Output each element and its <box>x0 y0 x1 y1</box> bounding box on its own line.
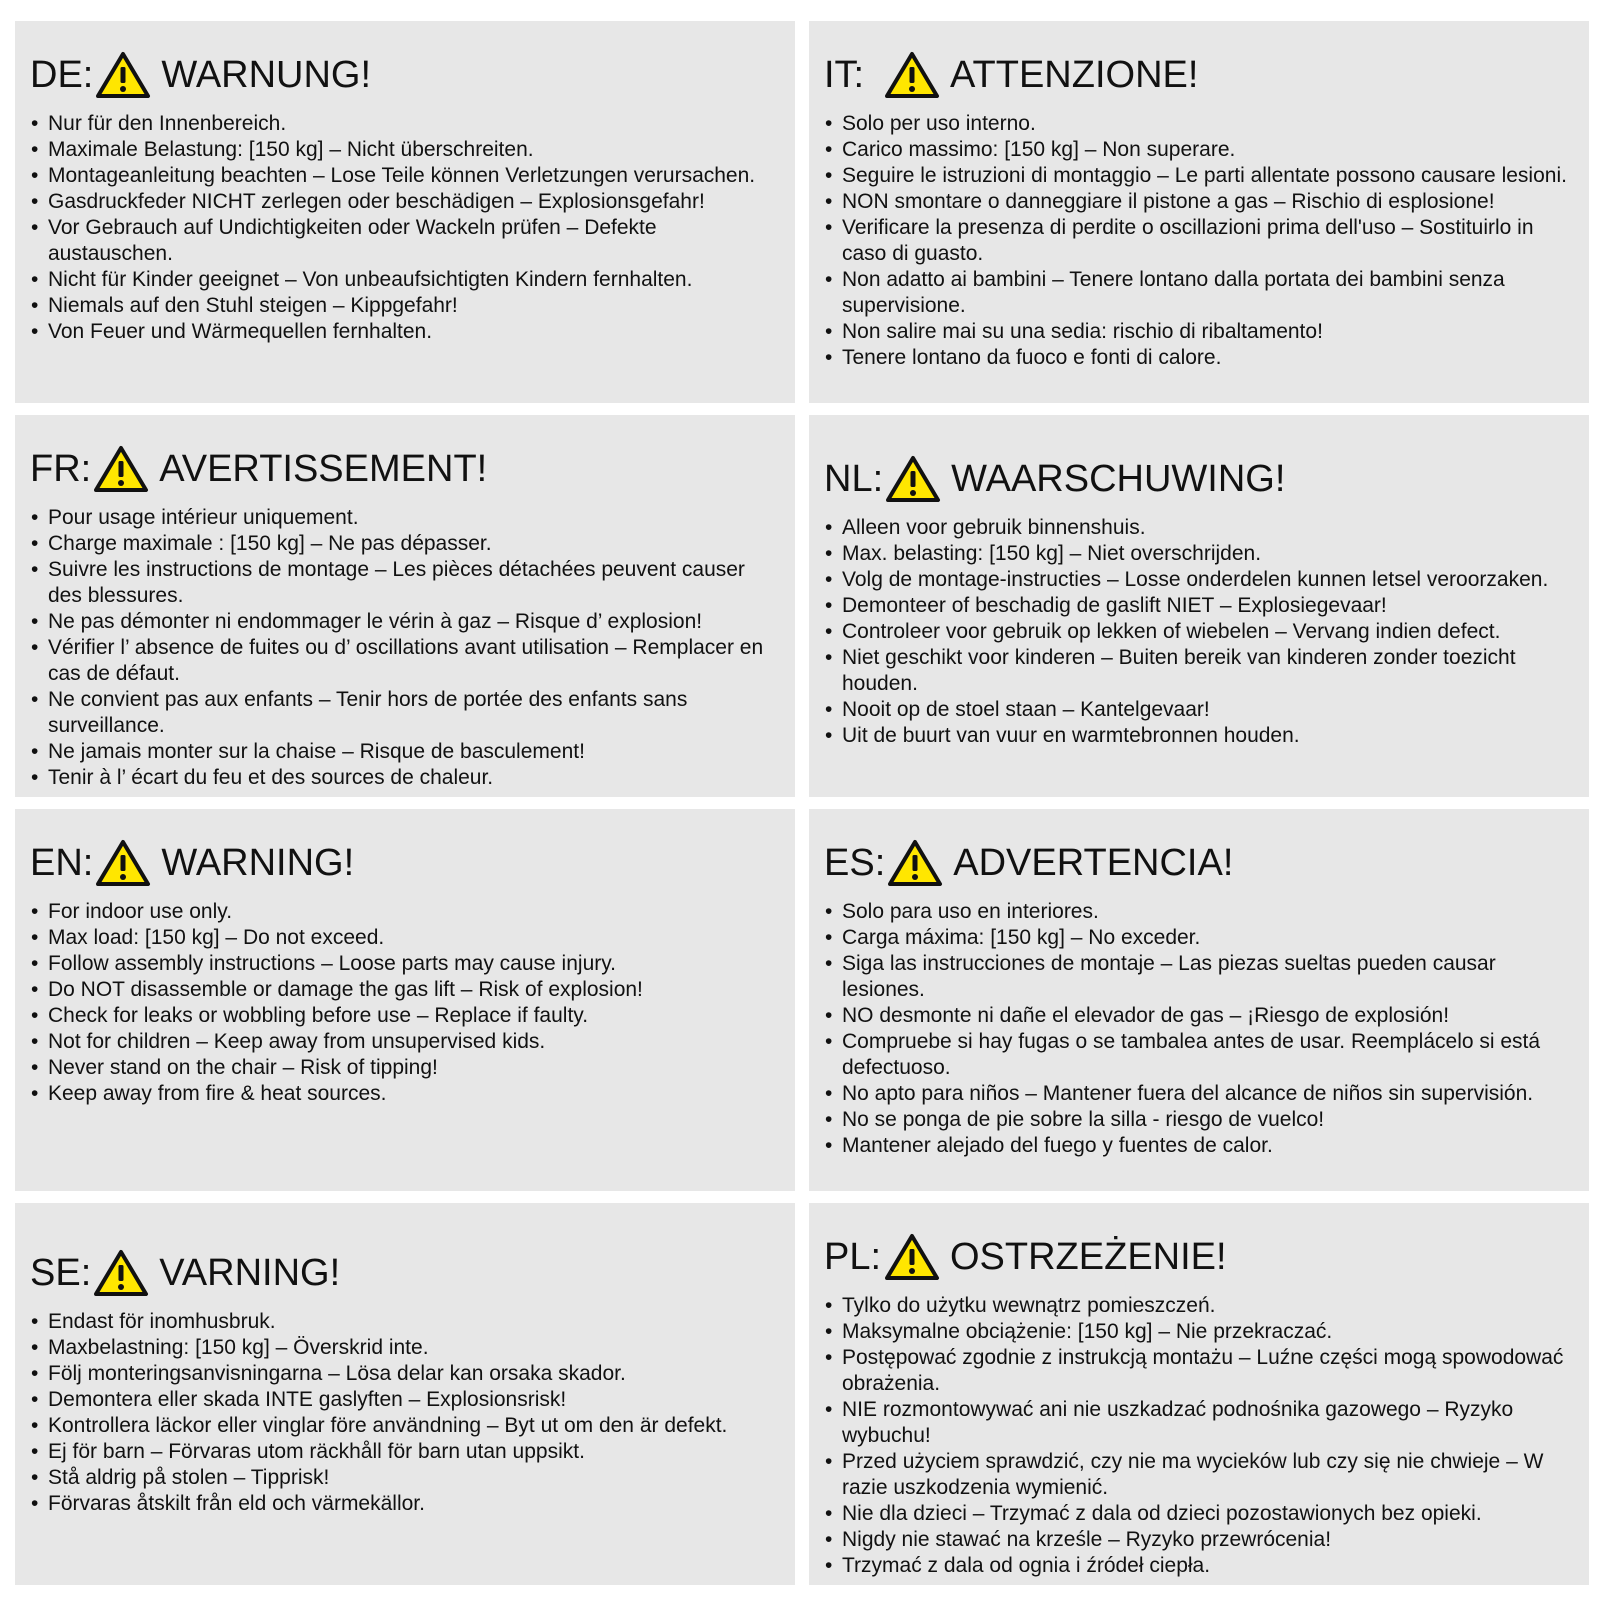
list-item: • Alleen voor gebruik binnenshuis. <box>842 515 1575 541</box>
list-item: • Non adatto ai bambini – Tenere lontano dalla portata dei bambini senza supervisione. <box>842 267 1575 319</box>
warning-triangle-icon <box>884 51 940 99</box>
warning-title: ADVERTENCIA! <box>953 842 1234 884</box>
warning-title: AVERTISSEMENT! <box>159 448 488 490</box>
list-item: • Trzymać z dala od ognia i źródeł ciepła. <box>842 1553 1575 1579</box>
list-item: • Nicht für Kinder geeignet – Von unbeaufsichtigten Kindern fernhalten. <box>48 267 781 293</box>
list-item: • Check for leaks or wobbling before use – Replace if faulty. <box>48 1003 781 1029</box>
list-item: • Förvaras åtskilt från eld och värmekällor. <box>48 1491 781 1517</box>
list-item: • Seguire le istruzioni di montaggio – Le parti allentate possono causare lesioni. <box>842 163 1575 189</box>
list-item: • Carico massimo: [150 kg] – Non superare. <box>842 137 1575 163</box>
list-item: • Ne pas démonter ni endommager le vérin à gaz – Risque d’ explosion! <box>48 609 781 635</box>
panel-heading <box>824 1229 1575 1285</box>
list-item: • Endast för inomhusbruk. <box>48 1309 781 1335</box>
list-item: • Nigdy nie stawać na krześle – Ryzyko przewrócenia! <box>842 1527 1575 1553</box>
panel-heading <box>30 835 781 891</box>
warning-list <box>824 899 1575 1159</box>
list-item: • Solo para uso en interiores. <box>842 899 1575 925</box>
warning-list <box>824 111 1575 371</box>
list-item: • Tenere lontano da fuoco e fonti di calore. <box>842 345 1575 371</box>
list-item: • Följ monteringsanvisningarna – Lösa delar kan orsaka skador. <box>48 1361 781 1387</box>
list-item: • Tylko do użytku wewnątrz pomieszczeń. <box>842 1293 1575 1319</box>
warning-list <box>824 515 1575 749</box>
list-item: • Pour usage intérieur uniquement. <box>48 505 781 531</box>
list-item: • Tenir à l’ écart du feu et des sources de chaleur. <box>48 765 781 791</box>
list-item: • Non salire mai su una sedia: rischio di ribaltamento! <box>842 319 1575 345</box>
list-item: • NON smontare o danneggiare il pistone a gas – Rischio di esplosione! <box>842 189 1575 215</box>
warning-triangle-icon <box>95 839 151 887</box>
list-item: • Ne jamais monter sur la chaise – Risque de basculement! <box>48 739 781 765</box>
list-item: • Postępować zgodnie z instrukcją montażu – Luźne części mogą spowodować obrażenia. <box>842 1345 1575 1397</box>
list-item: • Kontrollera läckor eller vinglar före användning – Byt ut om den är defekt. <box>48 1413 781 1439</box>
language-code: NL: <box>824 458 884 500</box>
panel-heading <box>824 47 1575 103</box>
list-item: • No se ponga de pie sobre la silla - riesgo de vuelco! <box>842 1107 1575 1133</box>
list-item: • Demontera eller skada INTE gaslyften – Explosionsrisk! <box>48 1387 781 1413</box>
list-item: • Keep away from fire & heat sources. <box>48 1081 781 1107</box>
list-item: • No apto para niños – Mantener fuera del alcance de niños sin supervisión. <box>842 1081 1575 1107</box>
list-item: • Volg de montage-instructies – Losse onderdelen kunnen letsel veroorzaken. <box>842 567 1575 593</box>
language-code: ES: <box>824 842 886 884</box>
warning-triangle-icon <box>887 839 943 887</box>
list-item: • Ne convient pas aux enfants – Tenir hors de portée des enfants sans surveillance. <box>48 687 781 739</box>
warning-list <box>30 899 781 1107</box>
list-item: • Mantener alejado del fuego y fuentes de calor. <box>842 1133 1575 1159</box>
list-item: • Przed użyciem sprawdzić, czy nie ma wycieków lub czy się nie chwieje – W razie uszkodzenia wymienić. <box>842 1449 1575 1501</box>
panel-heading <box>824 451 1575 507</box>
list-item: • Maximale Belastung: [150 kg] – Nicht überschreiten. <box>48 137 781 163</box>
list-item: • Nooit op de stoel staan – Kantelgevaar! <box>842 697 1575 723</box>
list-item: • Suivre les instructions de montage – Les pièces détachées peuvent causer des blessures. <box>48 557 781 609</box>
list-item: • Nur für den Innenbereich. <box>48 111 781 137</box>
list-item: • Verificare la presenza di perdite o oscillazioni prima dell'uso – Sostituirlo in caso di guasto. <box>842 215 1575 267</box>
language-code: SE: <box>30 1252 92 1294</box>
language-code: DE: <box>30 54 94 96</box>
warning-triangle-icon <box>95 51 151 99</box>
panel-heading <box>824 835 1575 891</box>
list-item: • Max load: [150 kg] – Do not exceed. <box>48 925 781 951</box>
warning-panel-nl <box>809 415 1589 797</box>
warning-list <box>30 111 781 345</box>
panel-heading <box>30 1245 781 1301</box>
list-item: • Gasdruckfeder NICHT zerlegen oder beschädigen – Explosionsgefahr! <box>48 189 781 215</box>
language-code: IT: <box>824 54 865 96</box>
warning-triangle-icon <box>93 1249 149 1297</box>
warning-triangle-icon <box>884 1233 940 1281</box>
warning-triangle-icon <box>885 455 941 503</box>
warning-panel-it <box>809 21 1589 403</box>
warning-title: WAARSCHUWING! <box>951 458 1286 500</box>
warning-panel-de <box>15 21 795 403</box>
list-item: • Niet geschikt voor kinderen – Buiten bereik van kinderen zonder toezicht houden. <box>842 645 1575 697</box>
list-item: • Montageanleitung beachten – Lose Teile können Verletzungen verursachen. <box>48 163 781 189</box>
list-item: • Compruebe si hay fugas o se tambalea antes de usar. Reemplácelo si está defectuoso. <box>842 1029 1575 1081</box>
warning-panel-es <box>809 809 1589 1191</box>
list-item: • Maxbelastning: [150 kg] – Överskrid inte. <box>48 1335 781 1361</box>
warning-panel-fr <box>15 415 795 797</box>
warning-title: OSTRZEŻENIE! <box>950 1236 1227 1278</box>
list-item: • Siga las instrucciones de montaje – Las piezas sueltas pueden causar lesiones. <box>842 951 1575 1003</box>
list-item: • Max. belasting: [150 kg] – Niet overschrijden. <box>842 541 1575 567</box>
list-item: • Stå aldrig på stolen – Tipprisk! <box>48 1465 781 1491</box>
list-item: • Nie dla dzieci – Trzymać z dala od dzieci pozostawionych bez opieki. <box>842 1501 1575 1527</box>
list-item: • Maksymalne obciążenie: [150 kg] – Nie przekraczać. <box>842 1319 1575 1345</box>
list-item: • Solo per uso interno. <box>842 111 1575 137</box>
list-item: • For indoor use only. <box>48 899 781 925</box>
list-item: • Follow assembly instructions – Loose parts may cause injury. <box>48 951 781 977</box>
panel-heading <box>30 47 781 103</box>
list-item: • Controleer voor gebruik op lekken of wiebelen – Vervang indien defect. <box>842 619 1575 645</box>
language-code: FR: <box>30 448 92 490</box>
list-item: • Do NOT disassemble or damage the gas lift – Risk of explosion! <box>48 977 781 1003</box>
panel-heading <box>30 441 781 497</box>
list-item: • Never stand on the chair – Risk of tipping! <box>48 1055 781 1081</box>
warning-panel-en <box>15 809 795 1191</box>
list-item: • Niemals auf den Stuhl steigen – Kippgefahr! <box>48 293 781 319</box>
list-item: • Von Feuer und Wärmequellen fernhalten. <box>48 319 781 345</box>
list-item: • Vérifier l’ absence de fuites ou d’ oscillations avant utilisation – Remplacer en cas de défaut. <box>48 635 781 687</box>
list-item: • Not for children – Keep away from unsupervised kids. <box>48 1029 781 1055</box>
warning-title: VARNING! <box>159 1252 341 1294</box>
warning-panel-se <box>15 1203 795 1585</box>
warning-title: WARNUNG! <box>161 54 372 96</box>
language-code: EN: <box>30 842 94 884</box>
list-item: • Ej för barn – Förvaras utom räckhåll för barn utan uppsikt. <box>48 1439 781 1465</box>
list-item: • Demonteer of beschadig de gaslift NIET – Explosiegevaar! <box>842 593 1575 619</box>
list-item: • NIE rozmontowywać ani nie uszkadzać podnośnika gazowego – Ryzyko wybuchu! <box>842 1397 1575 1449</box>
warning-triangle-icon <box>93 445 149 493</box>
warning-list <box>30 505 781 791</box>
warning-list <box>30 1309 781 1517</box>
language-code: PL: <box>824 1236 882 1278</box>
warning-title: WARNING! <box>161 842 355 884</box>
warning-list <box>824 1293 1575 1579</box>
list-item: • Vor Gebrauch auf Undichtigkeiten oder Wackeln prüfen – Defekte austauschen. <box>48 215 781 267</box>
list-item: • NO desmonte ni dañe el elevador de gas – ¡Riesgo de explosión! <box>842 1003 1575 1029</box>
warning-title: ATTENZIONE! <box>950 54 1199 96</box>
list-item: • Carga máxima: [150 kg] – No exceder. <box>842 925 1575 951</box>
list-item: • Uit de buurt van vuur en warmtebronnen houden. <box>842 723 1575 749</box>
warning-panel-pl <box>809 1203 1589 1585</box>
list-item: • Charge maximale : [150 kg] – Ne pas dépasser. <box>48 531 781 557</box>
